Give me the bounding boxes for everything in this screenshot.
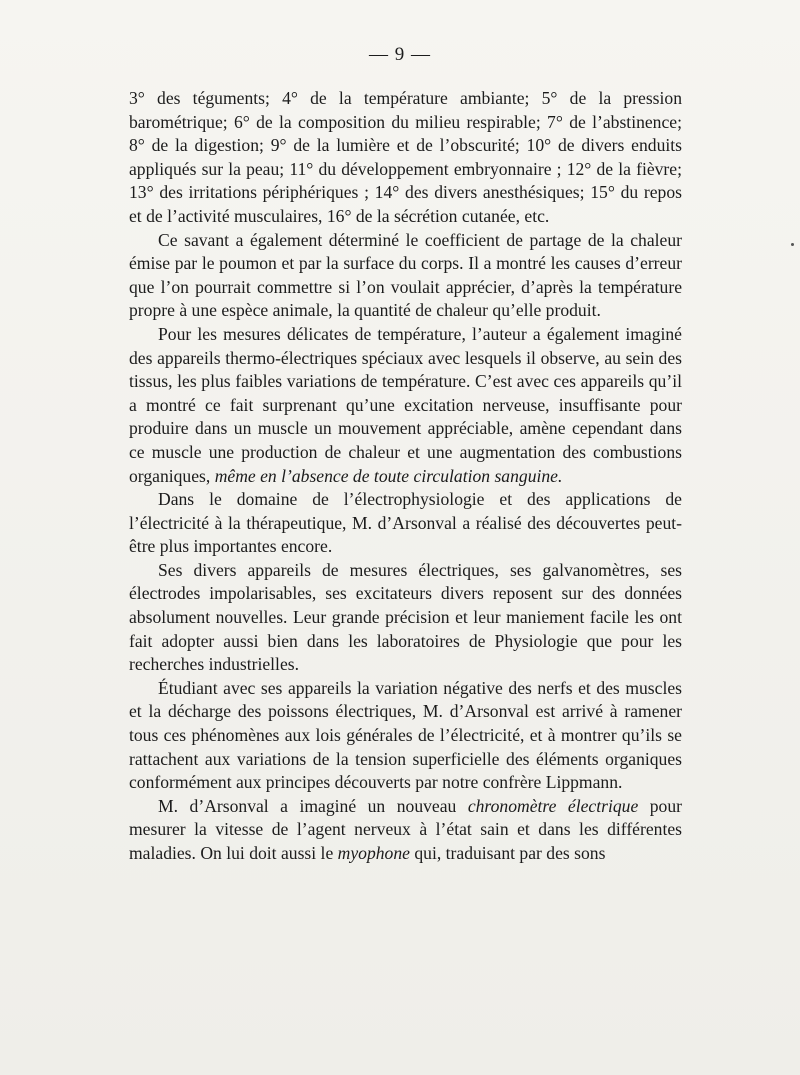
paragraph — [129, 229, 682, 323]
paragraph-text: Pour les mesures délicates de température, l’auteur a également imaginé des appareils thermo-électriques spéciaux avec lesquels il observe, au sein des tissus, les plus faibles variations de température. C’est avec ces appareils qu’il a montré ce fait surprenant qu’une excitation nerveuse, insuffisante pour produire dans un muscle un mouvement appréciable, amène cependant dans ce muscle une production de chaleur et une augmentation des combustions organiques, — [129, 323, 682, 486]
paragraph — [129, 677, 682, 795]
paragraph-text: Dans le domaine de l’électrophysiologie et des applications de l’électricité à la thérapeutique, M. d’Arsonval a réalisé des découvertes peut-être plus importantes encore. — [129, 489, 682, 557]
paragraph — [129, 488, 682, 559]
italic-text: chronomètre électrique — [467, 795, 639, 816]
print-speck — [791, 243, 794, 246]
paragraph — [129, 323, 682, 488]
paragraph-text: M. d’Arsonval a imaginé un nouveau — [158, 795, 468, 816]
paragraph — [129, 795, 682, 866]
paragraph-text: Ce savant a également déterminé le coefficient de partage de la chaleur émise par le poumon et par la surface du corps. Il a montré les causes d’erreur que l’on pourrait commettre si l’on voulait apprécier, d’après la température propre à une espèce animale, la quantité de chaleur qu’elle produit. — [129, 229, 682, 321]
paragraph-text: 3° des téguments; 4° de la température ambiante; 5° de la pression barométrique; 6° de la composition du milieu respirable; 7° de l’abstinence; 8° de la digestion; 9° de la lumière et de l’obscurité; 10° de divers enduits appliqués sur la peau; 11° du développement embryonnaire ; 12° de la fièvre; 13° des irritations périphériques ; 14° des divers anesthésiques; 15° du repos et de l’activité musculaires, 16° de la sécrétion cutanée, etc. — [129, 88, 682, 226]
paragraph-text: Étudiant avec ses appareils la variation négative des nerfs et des muscles et la décharge des poissons électriques, M. d’Arsonval est arrivé à ramener tous ces phénomènes aux lois générales de l’électricité, et à montrer qu’ils se rattachent aux variations de la tension superficielle des éléments organiques conformément aux principes découverts par notre confrère Lippmann. — [129, 677, 682, 793]
paragraph-text: Ses divers appareils de mesures électriques, ses galvanomètres, ses électrodes impolarisables, ses excitateurs divers reposent sur des données absolument nouvelles. Leur grande précision et leur maniement facile les ont fait adopter aussi bien dans les laboratoires de Physiologie que pour les recherches industrielles. — [129, 559, 682, 675]
page-number: — 9 — — [369, 44, 431, 65]
paragraph-text: pour mesurer la vitesse de l’agent nerveux à l’état sain et dans les différentes maladies. On lui doit aussi le — [129, 795, 683, 863]
italic-text: même en l’absence de toute circulation sanguine. — [214, 465, 563, 486]
italic-text: myophone — [337, 843, 410, 863]
paragraph — [129, 559, 682, 677]
paragraph-text: qui, traduisant par des sons — [409, 843, 606, 863]
paragraph — [129, 87, 682, 229]
body-text — [129, 87, 682, 866]
